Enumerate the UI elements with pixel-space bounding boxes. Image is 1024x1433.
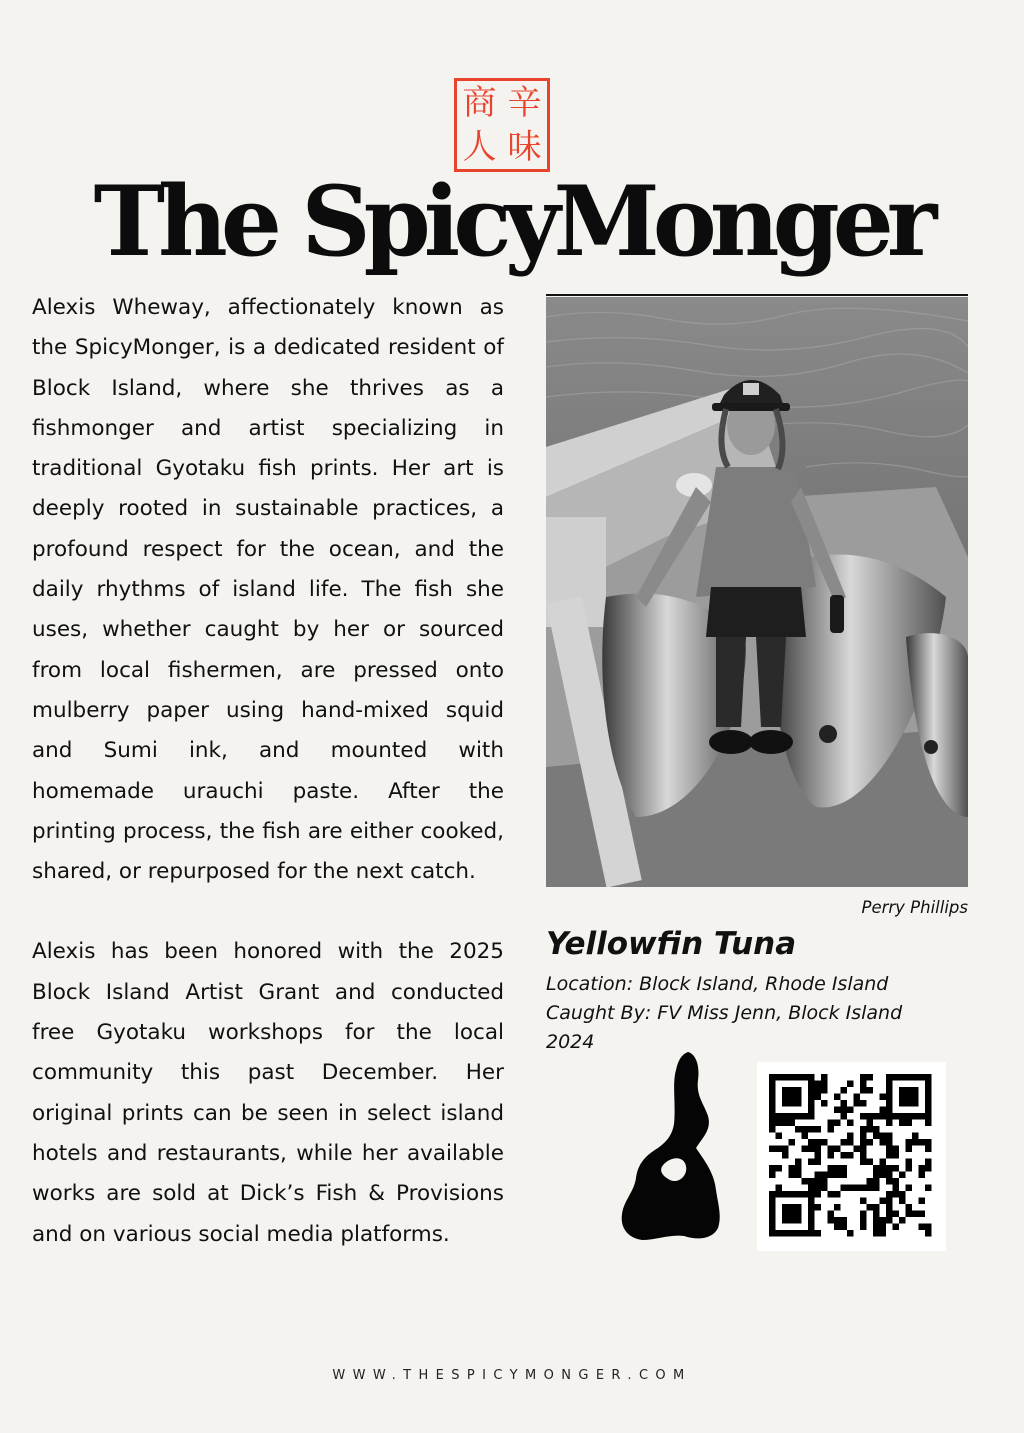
qr-code-icon[interactable] — [757, 1062, 946, 1251]
photo-credit: Perry Phillips — [861, 898, 968, 917]
bio-text — [32, 288, 504, 1255]
website-url[interactable]: WWW.THESPICYMONGER.COM — [332, 1368, 692, 1383]
seal-char: 辛 — [507, 83, 542, 123]
page-title: The SpicyMonger — [93, 165, 931, 278]
seal-char: 人 — [462, 127, 497, 167]
bio-paragraph-2: Alexis has been honored with the 2025 Block Island Artist Grant and conducted free Gyotaku workshops for the local community this past December. Her original prints can be seen in select island hotels and restaurants, while her available works are sold at Dick’s Fish & Provisions and on various social media platforms. — [32, 939, 504, 1247]
fisherman-photo — [546, 297, 968, 887]
seal-char: 味 — [507, 127, 542, 167]
qr-code-graphic — [757, 1062, 946, 1251]
bio-paragraph-1: Alexis Wheway, affectionately known as the SpicyMonger, is a dedicated resident of Block Island, where she thrives as a fishmonger and artist specializing in traditional Gyotaku fish prints. Her art is deeply rooted in sustainable practices, a profound respect for the ocean, and the daily rhythms of island life. The fish she uses, whether caught by her or sourced from local fishermen, are pressed onto mulberry paper using hand-mixed squid and Sumi ink, and mounted with homemade urauchi paste. After the printing process, the fish are either cooked, shared, or repurposed for the next catch. — [32, 295, 504, 885]
block-island-map-icon — [600, 1044, 750, 1259]
seal-char: 商 — [462, 83, 497, 123]
catch-year: 2024 — [546, 1031, 595, 1053]
catch-location: Location: Block Island, Rhode Island — [546, 973, 889, 995]
catch-title: Yellowfin Tuna — [546, 926, 797, 962]
photo-divider — [546, 294, 968, 296]
photo-illustration — [546, 297, 968, 887]
catch-caught-by: Caught By: FV Miss Jenn, Block Island — [546, 1002, 903, 1024]
